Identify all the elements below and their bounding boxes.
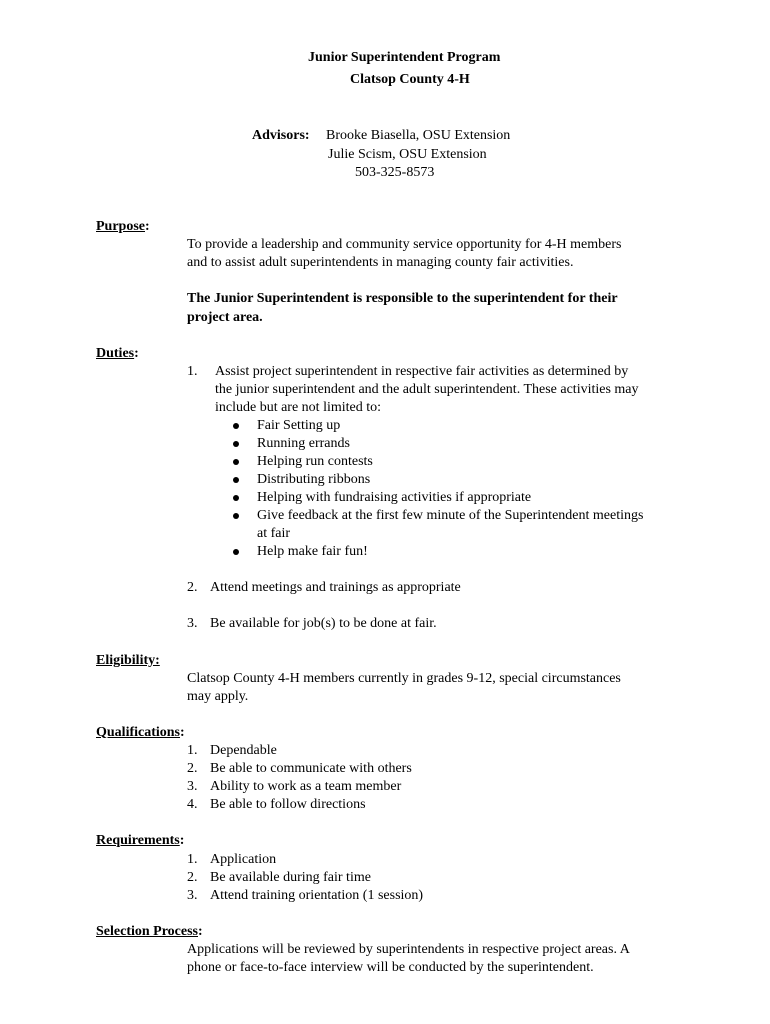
- purpose-text: and to assist adult superintendents in managing county fair activities.: [187, 255, 574, 270]
- list-number: 3.: [187, 888, 198, 903]
- selection-text: phone or face-to-face interview will be conducted by the superintendent.: [187, 960, 594, 975]
- bullet-icon: [233, 459, 239, 465]
- selection-heading: [96, 923, 203, 941]
- list-number: 2.: [187, 870, 198, 885]
- bullet-icon: [233, 495, 239, 501]
- purpose-heading-text: Purpose: [96, 219, 145, 234]
- purpose-heading: [96, 218, 150, 236]
- list-number: 1.: [187, 743, 198, 758]
- list-number: 1.: [187, 852, 198, 867]
- list-text: Dependable: [210, 743, 277, 758]
- bullet-text: Running errands: [257, 436, 350, 451]
- eligibility-text: Clatsop County 4-H members currently in grades 9-12, special circumstances: [187, 671, 621, 686]
- duty-number: 2.: [187, 580, 198, 595]
- heading-colon: :: [145, 219, 150, 234]
- advisor-phone: 503-325-8573: [355, 165, 435, 180]
- bullet-icon: [233, 477, 239, 483]
- purpose-responsibility: The Junior Superintendent is responsible to the superintendent for their: [187, 291, 618, 306]
- bullet-text: Helping with fundraising activities if appropriate: [257, 490, 532, 505]
- requirements-heading-text: Requirements: [96, 833, 180, 848]
- duty-text: Be available for job(s) to be done at fair.: [210, 616, 437, 631]
- list-number: 4.: [187, 797, 198, 812]
- advisor-name: Julie Scism, OSU Extension: [328, 147, 487, 162]
- selection-text: Applications will be reviewed by superintendents in respective project areas. A: [187, 942, 630, 957]
- purpose-text: To provide a leadership and community service opportunity for 4-H members: [187, 237, 622, 252]
- requirements-heading: [96, 832, 184, 850]
- selection-heading-text: Selection Process: [96, 924, 198, 939]
- duty-text: Attend meetings and trainings as appropriate: [210, 580, 461, 595]
- duty-text: Assist project superintendent in respective fair activities as determined by: [215, 364, 629, 379]
- bullet-icon: [233, 441, 239, 447]
- bullet-icon: [233, 423, 239, 429]
- bullet-text: Fair Setting up: [257, 418, 341, 433]
- list-text: Ability to work as a team member: [210, 779, 402, 794]
- bullet-icon: [233, 513, 239, 519]
- qualifications-heading: [96, 724, 185, 742]
- heading-colon: :: [198, 924, 203, 939]
- duty-text: include but are not limited to:: [215, 400, 382, 415]
- duties-heading: [96, 345, 139, 363]
- eligibility-text: may apply.: [187, 689, 249, 704]
- duty-number: 3.: [187, 616, 198, 631]
- list-text: Be able to follow directions: [210, 797, 366, 812]
- duty-text: the junior superintendent and the adult superintendent. These activities may: [215, 382, 639, 397]
- purpose-responsibility: project area.: [187, 310, 263, 325]
- list-text: Application: [210, 852, 277, 867]
- document-subtitle: Clatsop County 4-H: [350, 72, 470, 87]
- bullet-text-continued: at fair: [257, 526, 291, 541]
- list-text: Be able to communicate with others: [210, 761, 412, 776]
- duties-heading-text: Duties: [96, 346, 135, 361]
- bullet-text: Help make fair fun!: [257, 544, 368, 559]
- document-title: Junior Superintendent Program: [308, 50, 501, 65]
- list-text: Be available during fair time: [210, 870, 371, 885]
- list-text: Attend training orientation (1 session): [210, 888, 424, 903]
- bullet-text: Give feedback at the first few minute of the Superintendent meetings: [257, 508, 644, 523]
- heading-colon: :: [180, 725, 185, 740]
- qualifications-heading-text: Qualifications: [96, 725, 181, 740]
- eligibility-heading: Eligibility:: [96, 653, 160, 668]
- list-number: 3.: [187, 779, 198, 794]
- duty-number: 1.: [187, 364, 198, 379]
- advisors-label: Advisors:: [252, 128, 310, 143]
- bullet-icon: [233, 549, 239, 555]
- advisor-name: Brooke Biasella, OSU Extension: [326, 128, 511, 143]
- bullet-text: Helping run contests: [257, 454, 373, 469]
- heading-colon: :: [179, 833, 185, 848]
- list-number: 2.: [187, 761, 198, 776]
- heading-colon: :: [134, 346, 139, 361]
- bullet-text: Distributing ribbons: [257, 472, 371, 487]
